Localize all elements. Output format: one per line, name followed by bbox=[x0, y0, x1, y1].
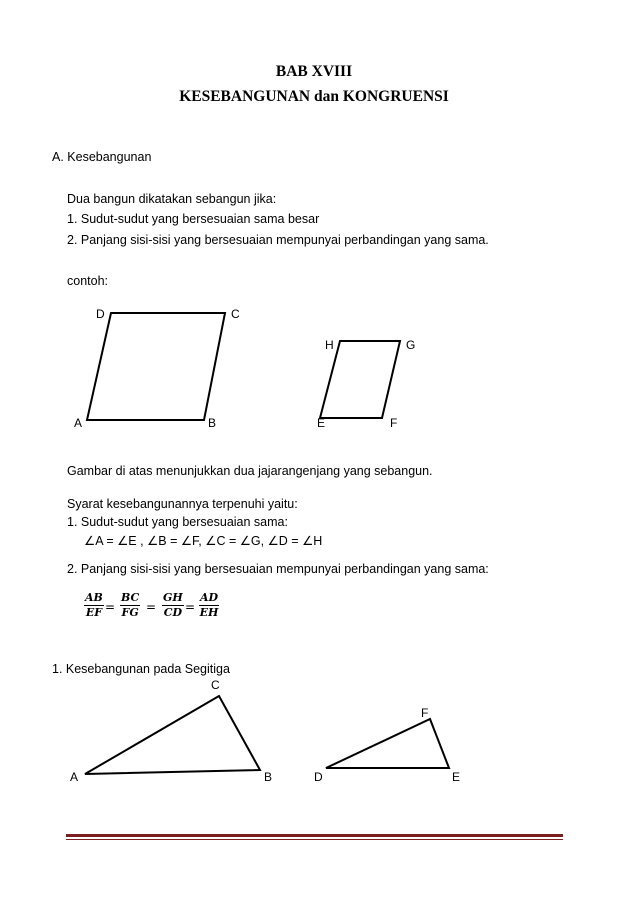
vertex-label-b: B bbox=[264, 770, 273, 784]
condition-heading: Syarat kesebangunannya terpenuhi yaitu: bbox=[67, 497, 298, 511]
footer-rule bbox=[66, 834, 563, 837]
rule-2: 2. Panjang sisi-sisi yang bersesuaian mempunyai perbandingan yang sama. bbox=[67, 233, 489, 247]
vertex-label-b: B bbox=[208, 416, 217, 430]
equals-sign: = bbox=[185, 600, 196, 614]
page-title: KESEBANGUNAN dan KONGRUENSI bbox=[179, 88, 449, 105]
intro-text: Dua bangun dikatakan sebangun jika: bbox=[67, 192, 277, 206]
fraction-denominator: EF bbox=[85, 605, 103, 619]
subsection-heading: 1. Kesebangunan pada Segitiga bbox=[52, 662, 230, 676]
footer-rule-thin bbox=[66, 839, 563, 840]
equals-sign: = bbox=[105, 600, 116, 614]
fraction-denominator: CD bbox=[163, 605, 183, 619]
summary-text: Gambar di atas menunjukkan dua jajarangenjang yang sebangun. bbox=[67, 464, 433, 478]
example-label: contoh: bbox=[67, 274, 109, 288]
vertex-label-h: H bbox=[325, 338, 334, 352]
vertex-label-e: E bbox=[452, 770, 461, 784]
parallelogram-abcd bbox=[87, 313, 225, 420]
rule-1: 1. Sudut-sudut yang bersesuaian sama besar bbox=[67, 212, 320, 226]
fraction-bc-fg bbox=[120, 592, 140, 618]
vertex-label-a: A bbox=[70, 770, 79, 784]
fraction-numerator: BC bbox=[121, 591, 140, 604]
section-heading: A. Kesebangunan bbox=[52, 150, 152, 164]
fraction-ab-ef bbox=[84, 592, 104, 618]
triangle-def bbox=[326, 719, 449, 768]
triangle-abc bbox=[85, 696, 260, 774]
condition-1: 1. Sudut-sudut yang bersesuaian sama: bbox=[67, 515, 288, 529]
fraction-numerator: GH bbox=[163, 591, 183, 604]
chapter-title: BAB XVIII bbox=[275, 63, 353, 80]
condition-2: 2. Panjang sisi-sisi yang bersesuaian mempunyai perbandingan yang sama: bbox=[67, 562, 489, 576]
vertex-label-c: C bbox=[211, 678, 220, 692]
angle-equalities: ∠A = ∠E , ∠B = ∠F, ∠C = ∠G, ∠D = ∠H bbox=[84, 534, 323, 548]
vertex-label-e: E bbox=[317, 416, 326, 430]
fraction-numerator: AD bbox=[200, 591, 219, 604]
vertex-label-f: F bbox=[421, 706, 429, 720]
fraction-denominator: EH bbox=[199, 605, 219, 619]
vertex-label-a: A bbox=[74, 416, 83, 430]
fraction-denominator: FG bbox=[121, 605, 139, 619]
fraction-ad-eh bbox=[199, 592, 219, 618]
vertex-label-f: F bbox=[390, 416, 398, 430]
vertex-label-c: C bbox=[231, 307, 240, 321]
equals-sign: = bbox=[146, 600, 157, 614]
vertex-label-g: G bbox=[406, 338, 416, 352]
parallelogram-efgh bbox=[320, 341, 400, 418]
vertex-label-d: D bbox=[314, 770, 323, 784]
vertex-label-d: D bbox=[96, 307, 105, 321]
fraction-gh-cd bbox=[162, 592, 184, 618]
fraction-numerator: AB bbox=[85, 591, 103, 604]
